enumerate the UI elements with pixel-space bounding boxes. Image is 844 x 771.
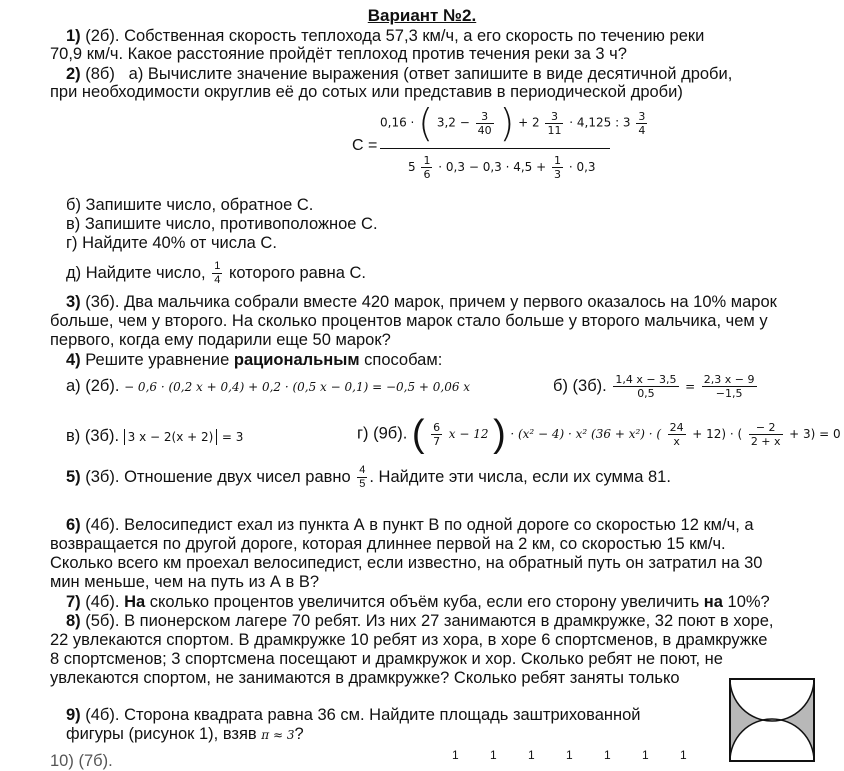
task-4-v: [66, 427, 243, 446]
task-5-frac: $\frac{4}{5}$: [359, 464, 366, 490]
task-7-points: (4б).: [85, 593, 120, 611]
task-9-text-3: ?: [294, 725, 304, 743]
formula-frac-2: $\frac{3}{11}$: [547, 109, 562, 137]
task-4-v-rhs: = 3: [221, 430, 244, 444]
task-10-frac-6: 1: [642, 748, 649, 762]
task-2-points: (8б): [85, 65, 115, 83]
formula-d2: · 0,3 − 0,3 · 4,5 +: [438, 160, 547, 174]
formula-frac-1: $\frac{3}{40}$: [477, 109, 492, 137]
task-4-g: [357, 415, 841, 453]
task-9-line-1: [0, 706, 844, 725]
task-3-line-1: [0, 293, 844, 312]
task-5-points: (3б).: [85, 468, 120, 486]
task-7-bold-2: на: [703, 593, 723, 611]
task-4-g-frac-3: $\frac{- 2}{2 + x}$: [750, 420, 781, 448]
task-4-v-label: в) (3б).: [66, 427, 120, 445]
task-4-g-frac-2: $\frac{24}{x}$: [669, 420, 684, 448]
task-8-text-2: 22 увлекаются спортом. В драмкружке 10 ребят из хора, в хоре 6 спортсменов, в драмкружке: [50, 631, 768, 649]
task-3-text-3: первого, когда ему подарили еще 50 марок?: [50, 331, 391, 349]
formula-n1: 0,16 ·: [380, 115, 415, 130]
task-1-text-2: 70,9 км/ч. Какое расстояние пройдёт теплоход против течения реки за 3 ч?: [50, 45, 627, 63]
task-2-part-v: в) Запишите число, противоположное С.: [66, 215, 378, 233]
task-10-frac-3: 1: [528, 748, 535, 762]
task-10-frac-5: 1: [604, 748, 611, 762]
task-1-label: 1): [66, 27, 81, 45]
task-7: [0, 593, 844, 612]
formula-lhs: С =: [352, 137, 378, 154]
task-6-line-1: [0, 516, 810, 535]
task-9-label: 9): [66, 706, 81, 724]
formula-paren-close: ): [499, 101, 515, 145]
formula-numerator: [380, 101, 649, 145]
formula-n4: · 4,125 : 3: [569, 115, 631, 130]
task-4-a: [0, 377, 470, 397]
task-8-points: (5б).: [85, 612, 120, 630]
formula-d1: 5: [408, 160, 416, 174]
task-6-text-4: мин меньше, чем на путь из А в В?: [50, 573, 320, 591]
formula-d3: · 0,3: [568, 160, 596, 174]
task-2-part-a-2: при необходимости округлив её до сотых или представив в периодической дроби): [50, 83, 683, 101]
task-3-points: (3б).: [85, 293, 120, 311]
task-2-part-d-frac: $\frac{1}{4}$: [214, 260, 221, 286]
task-2-part-d-text-2: которого равна С.: [228, 263, 366, 282]
task-3-label: 3): [66, 293, 81, 311]
task-2-part-d-text-1: д) Найдите число,: [66, 263, 206, 282]
task-7-bold-1: На: [124, 593, 146, 611]
formula-paren-open: (: [418, 101, 434, 145]
task-8-text: В пионерском лагере 70 ребят. Из них 27 занимаются в драмкружке, 32 поют в хоре,: [124, 612, 774, 630]
variant-title: Вариант №2.: [367, 6, 477, 25]
task-2-part-g: г) Найдите 40% от числа С.: [66, 234, 277, 252]
task-5-text-2: . Найдите эти числа, если их сумма 81.: [369, 468, 671, 486]
formula-c: [352, 101, 646, 196]
formula-n2: 3,2 −: [436, 115, 470, 130]
task-4-g-term-3: + 12) · (: [692, 427, 743, 441]
task-4-text-pre: Решите уравнение: [85, 351, 230, 369]
task-10-frac-7: 1: [680, 748, 687, 762]
task-9-line-2: [0, 725, 844, 745]
task-4-g-term-2: · (x² − 4) · x² (36 + x²) · (: [510, 427, 662, 441]
task-2-part-b: б) Запишите число, обратное С.: [66, 196, 314, 214]
task-4-text-post: способам:: [364, 351, 443, 369]
task-7-text-mid: сколько процентов увеличится объём куба, если его сторону увеличить: [149, 593, 700, 611]
task-1-text: Собственная скорость теплохода 57,3 км/ч, а его скорость по течению реки: [124, 27, 705, 45]
task-4-b-frac-1: $\frac{1,4 x - 3,5}{0,5}$: [615, 373, 677, 400]
task-7-label: 7): [66, 593, 81, 611]
task-4-g-label: г) (9б).: [357, 424, 408, 443]
task-4-g-paren-close: ): [493, 413, 506, 455]
task-10-frac-2: 1: [490, 748, 497, 762]
task-9-text: Сторона квадрата равна 36 см. Найдите площадь заштрихованной: [124, 706, 641, 724]
task-4-label: 4): [66, 351, 81, 369]
task-4-v-abs: 3 x − 2(x + 2): [124, 429, 218, 445]
task-5: [66, 464, 671, 491]
formula-denominator: [408, 154, 596, 181]
task-4-b-equals: =: [685, 379, 696, 394]
task-5-label: 5): [66, 468, 81, 486]
task-10-fracs: [452, 748, 718, 762]
task-4-g-term-1: x − 12: [448, 427, 489, 441]
task-8-text-3: 8 спортсменов; 3 спортсмена посещают и драмкружок и хор. Сколько ребят не поют, не: [50, 650, 723, 668]
task-9-text-2: фигуры (рисунок 1), взяв: [66, 725, 257, 743]
figure-1-square: [728, 677, 816, 763]
task-4-a-label: а) (2б).: [66, 377, 120, 395]
task-2-label: 2): [66, 65, 81, 83]
formula-frac-5: $\frac{1}{3}$: [554, 154, 562, 181]
task-3-text-2: больше, чем у второго. На сколько процентов марок стало больше у второго мальчика, чем у: [50, 312, 768, 330]
task-7-text-end: 10%?: [727, 593, 770, 611]
task-4-b: [553, 373, 759, 400]
task-10-label: 10): [50, 752, 74, 770]
task-8-text-4: увлекаются спортом, не занимаются в драмкружке? Сколько ребят заняты только: [50, 669, 680, 687]
task-9-pi: π ≈ 3: [261, 728, 295, 742]
formula-main-bar: [380, 148, 610, 149]
task-2-part-d: [0, 260, 844, 287]
task-6-label: 6): [66, 516, 81, 534]
task-6-text: Велосипедист ехал из пункта А в пункт В по одной дороге со скоростью 12 км/ч, а: [124, 516, 754, 534]
task-4-g-frac-1: $\frac{6}{7}$: [433, 420, 441, 448]
formula-n3: + 2: [518, 115, 540, 130]
task-6-points: (4б).: [85, 516, 120, 534]
formula-frac-4: $\frac{1}{6}$: [423, 154, 431, 181]
task-4-g-paren-open: (: [411, 413, 425, 455]
task-8-line-1: [0, 612, 844, 631]
formula-frac-3: $\frac{3}{4}$: [638, 109, 646, 137]
task-10-frac-4: 1: [566, 748, 573, 762]
task-4-g-term-4: + 3) = 0: [789, 427, 841, 441]
task-1-points: (2б).: [85, 27, 120, 45]
task-4-heading: [0, 351, 844, 370]
task-10-frac-1: 1: [452, 748, 459, 762]
task-9-points: (4б).: [85, 706, 120, 724]
task-4-text-bold: рациональным: [233, 351, 360, 369]
task-1-line-1: [0, 27, 810, 46]
task-4-b-frac-2: $\frac{2,3 x - 9}{-1,5}$: [703, 373, 755, 400]
task-4-b-label: б) (3б).: [553, 377, 607, 395]
task-8-label: 8): [66, 612, 81, 630]
task-6-text-3: Сколько всего км проехал велосипедист, если известно, на обратный путь он затратил на 30: [50, 554, 763, 572]
task-5-text-1: Отношение двух чисел равно: [124, 468, 351, 486]
task-2-line-1: [0, 65, 844, 84]
task-2-part-a: а) Вычислите значение выражения (ответ запишите в виде десятичной дроби,: [128, 65, 733, 83]
task-4-a-equation: − 0,6 · (0,2 x + 0,4) + 0,2 · (0,5 x − 0,1) = −0,5 + 0,06 x: [124, 380, 471, 394]
task-6-text-2: возвращается по другой дороге, которая длиннее первой на 2 км, со скоростью 15 км/ч.: [50, 535, 726, 553]
task-3-text: Два мальчика собрали вместе 420 марок, причем у первого оказалось на 10% марок: [124, 293, 777, 311]
task-10-points: (7б).: [78, 752, 113, 770]
